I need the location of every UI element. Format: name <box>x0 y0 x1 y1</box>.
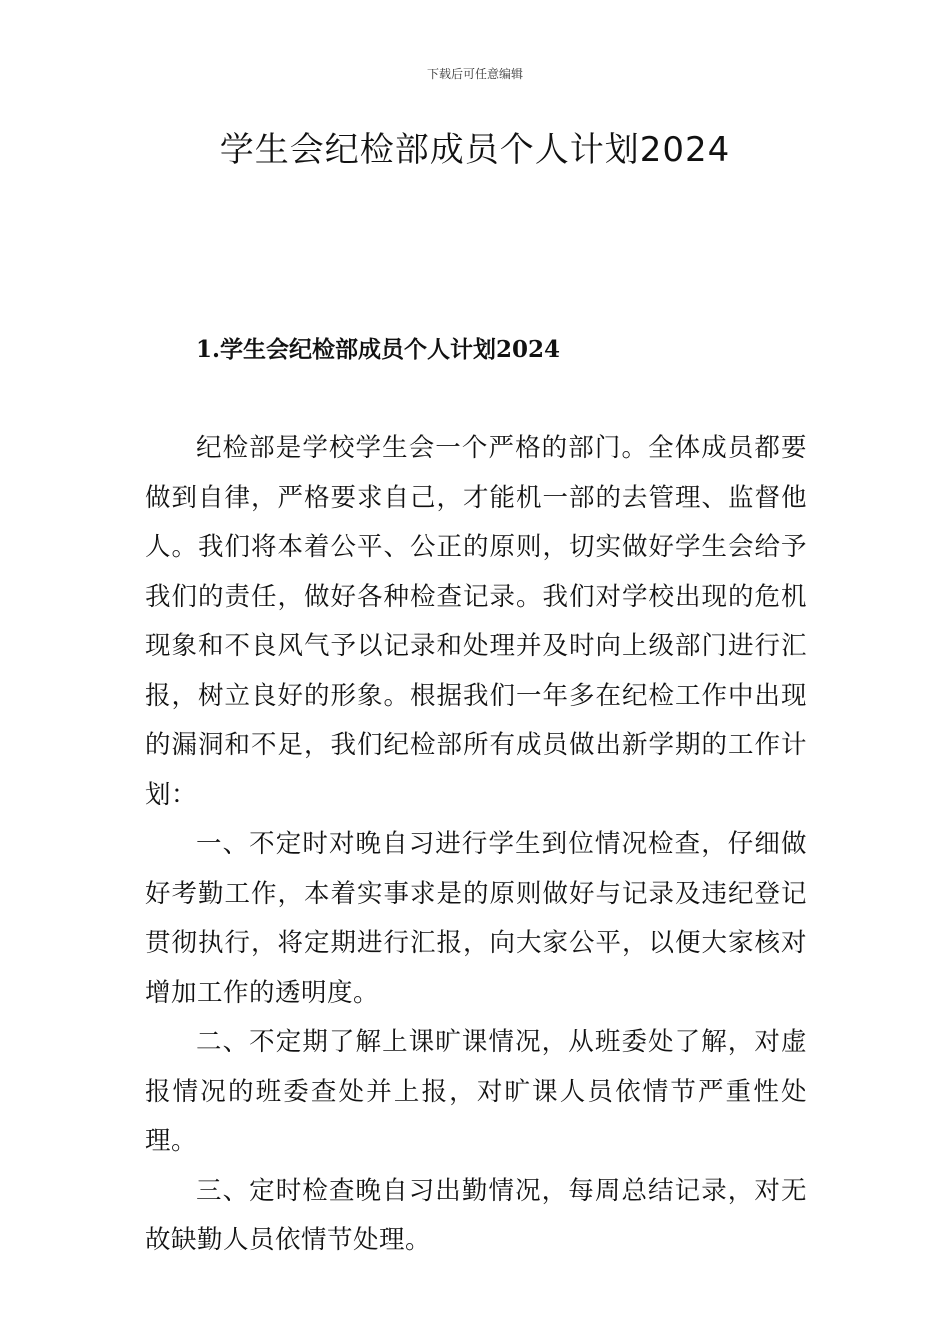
section-heading: 1.学生会纪检部成员个人计划2024 <box>196 336 561 363</box>
header-note: 下载后可任意编辑 <box>426 67 523 81</box>
paragraph-intro: 纪检部是学校学生会一个严格的部门。全体成员都要做到自律，严格要求自己，才能机一部的去管理、监督他人。我们将本着公平、公正的原则，切实做好学生会给予我们的责任，做好各种检查记录。我们对学校出现的危机现象和不良风气予以记录和处理并及时向上级部门进行汇报，树立良好的形象。根据我们一年多在纪检工作中出现的漏洞和不足，我们纪检部所有成员做出新学期的工作计划： <box>145 433 807 810</box>
paragraph-item-2: 二、不定期了解上课旷课情况，从班委处了解，对虚报情况的班委查处并上报，对旷课人员依情节严重性处理。 <box>145 1027 807 1156</box>
paragraph-item-1: 一、不定时对晚自习进行学生到位情况检查，仔细做好考勤工作，本着实事求是的原则做好与记录及违纪登记贯彻执行，将定期进行汇报，向大家公平，以便大家核对增加工作的透明度。 <box>145 829 807 1008</box>
document-body <box>145 424 807 1266</box>
paragraph-item-3: 三、定时检查晚自习出勤情况，每周总结记录，对无故缺勤人员依情节处理。 <box>145 1175 807 1255</box>
document-title: 学生会纪检部成员个人计划2024 <box>219 130 731 170</box>
